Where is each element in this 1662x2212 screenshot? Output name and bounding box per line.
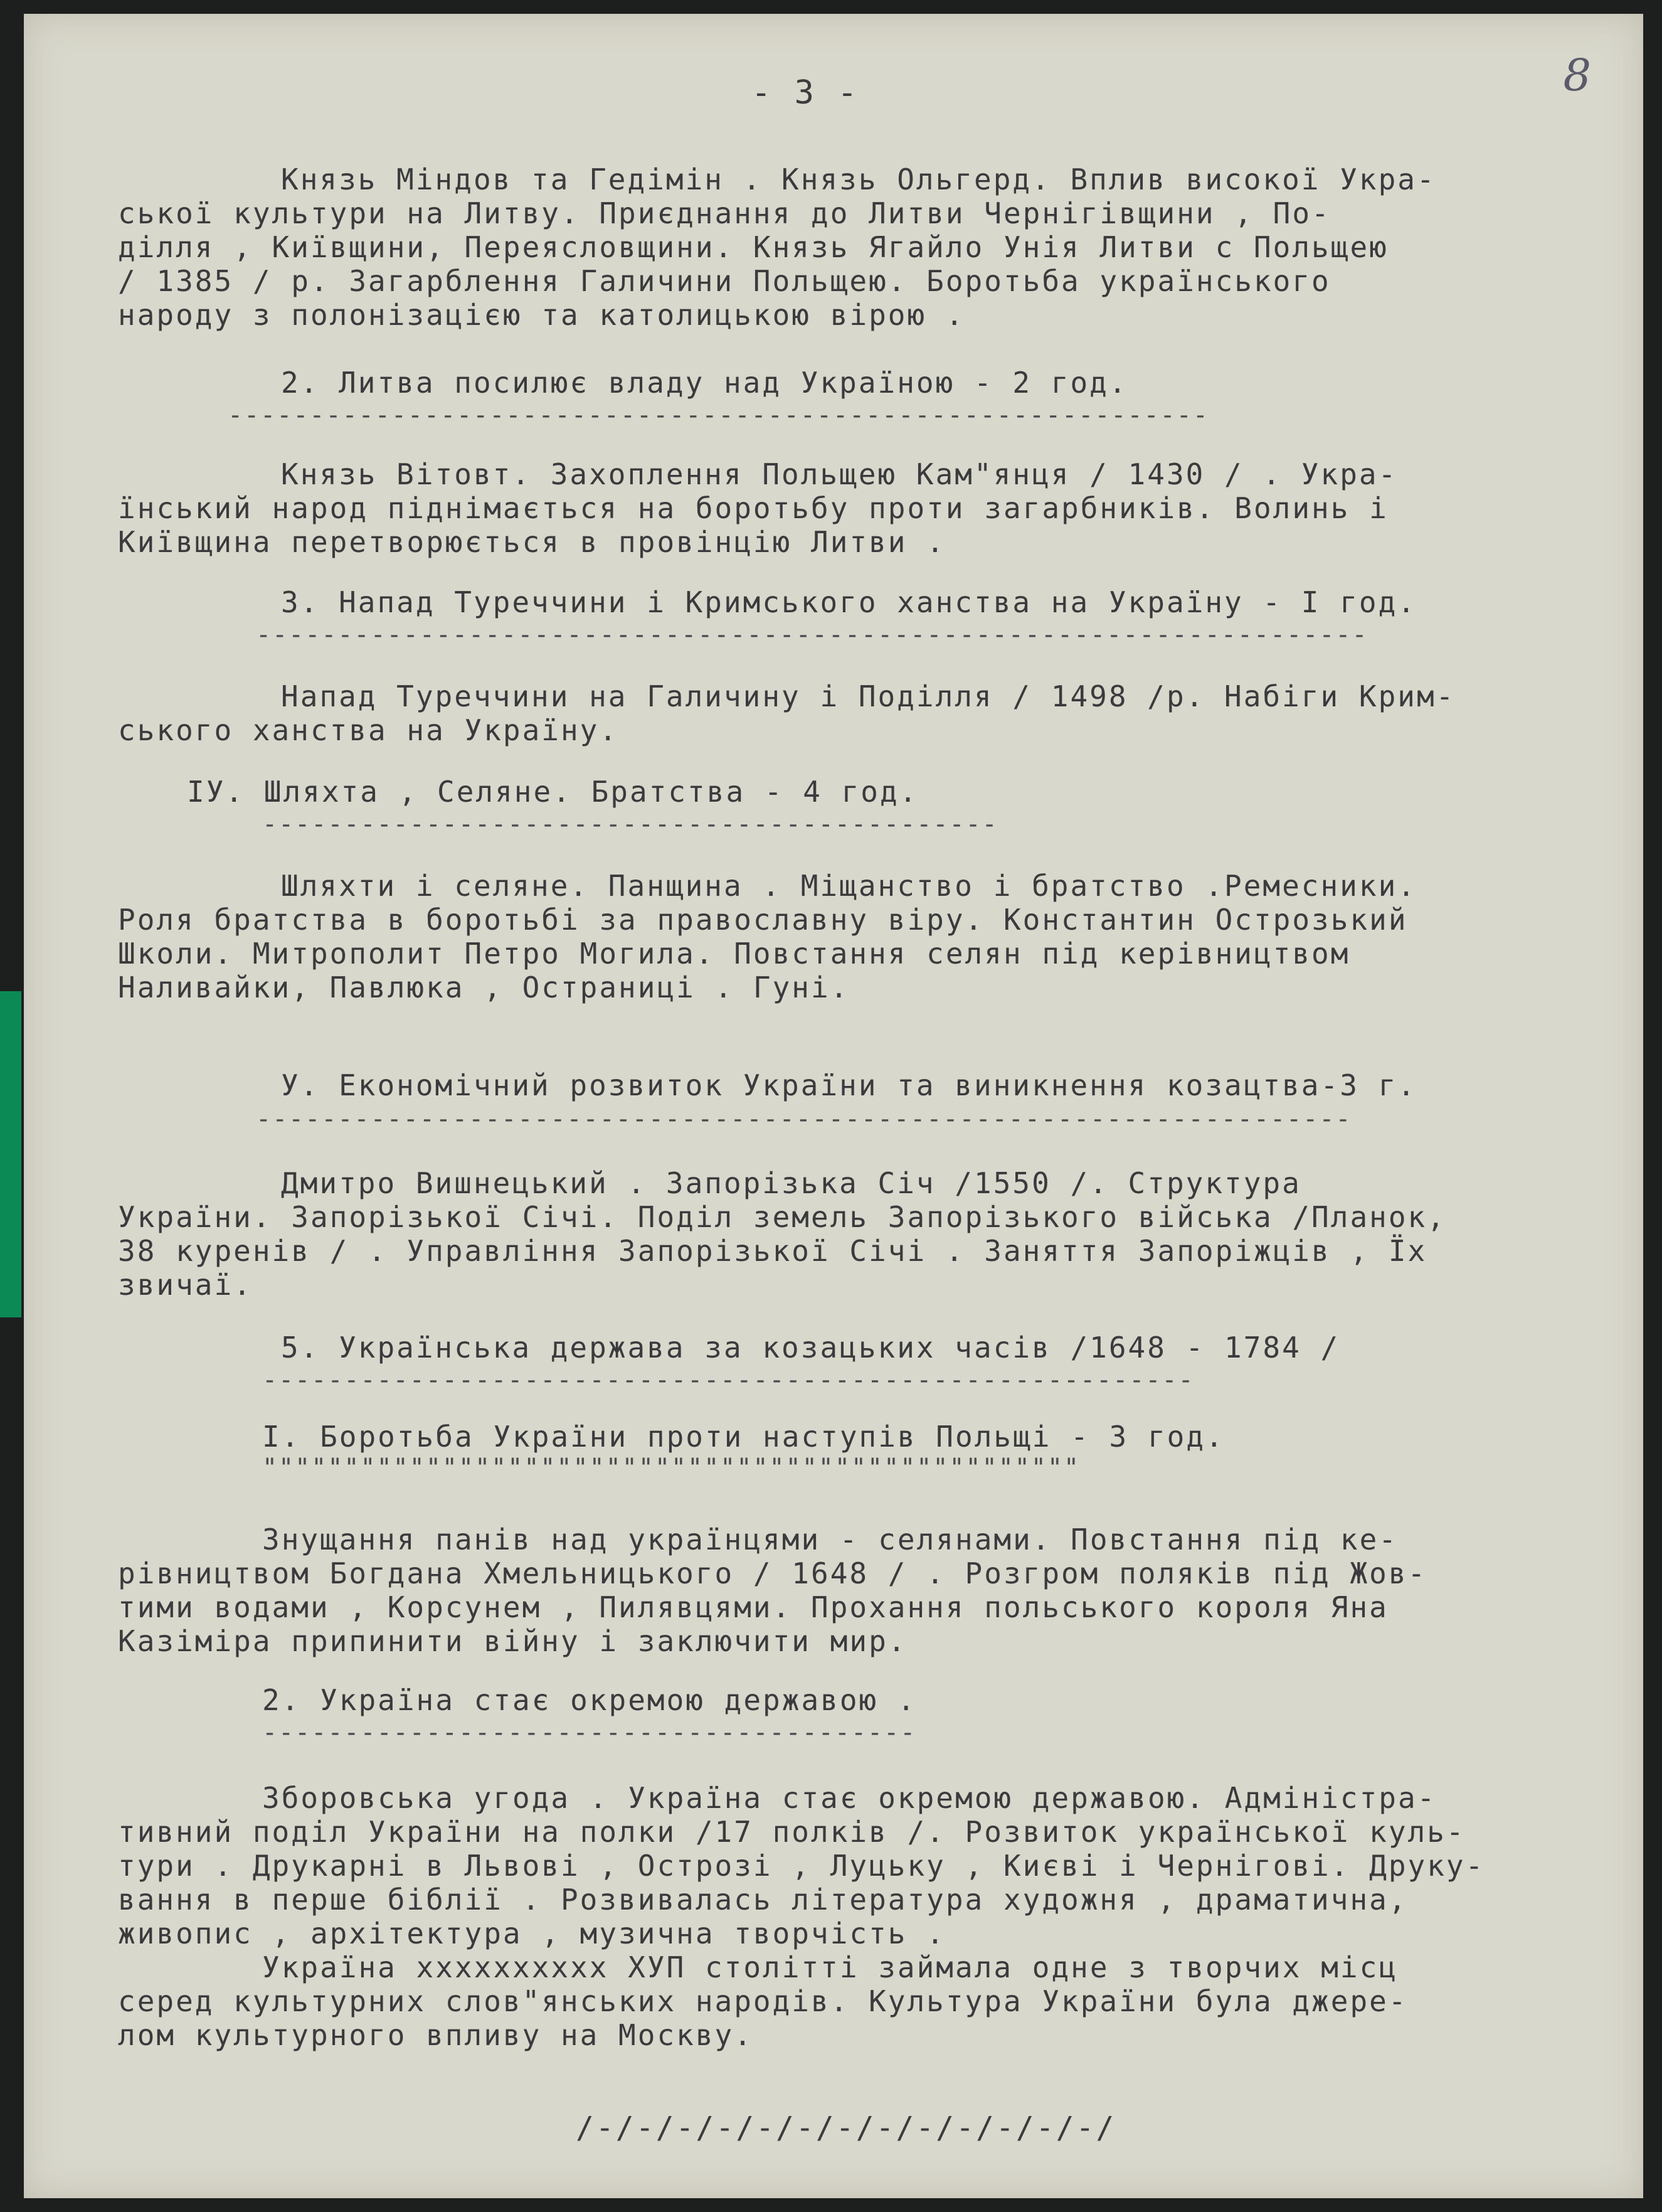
paragraph-line: тивний поділ України на полки /17 полків /. Розвиток української куль-: [118, 1815, 1466, 1849]
typewritten-page: [24, 14, 1643, 2198]
paragraph-line: рівництвом Богдана Хмельницького / 1648 / . Розгром поляків під Жов-: [118, 1556, 1427, 1590]
heading-underline: --------------------------------------------------------------------: [256, 620, 1368, 649]
page-number: - 3 -: [751, 74, 859, 112]
paragraph-line: живопис , архітектура , музична творчість .: [118, 1917, 946, 1950]
paragraph-line: народу з полонізацією та католицькою вірою .: [118, 298, 965, 332]
paragraph-line: тури . Друкарні в Львові , Острозі , Луцьку , Києві і Чернігові. Друку-: [118, 1849, 1485, 1883]
paragraph-line: ділля , Київщини, Переясловщини. Князь Ягайло Унія Литви с Польщею: [118, 230, 1389, 264]
section-heading: 5. Українська держава за козацьких часів /1648 - 1784 /: [281, 1331, 1340, 1364]
paragraph-line: / 1385 / р. Загарблення Галичини Польщею. Боротьба українського: [118, 264, 1331, 298]
paragraph-line: Князь Вітовт. Захоплення Польщею Кам"янця / 1430 / . Укра-: [281, 457, 1398, 491]
paragraph-line: тими водами , Корсунем , Пилявцями. Прохання польського короля Яна: [118, 1590, 1389, 1624]
paragraph-line: серед культурних слов"янських народів. Культура України була джере-: [118, 1984, 1408, 2018]
paragraph-line: Казіміра припинити війну і заключити мир.: [118, 1624, 908, 1658]
heading-underline: ------------------------------------------------------------: [228, 401, 1209, 430]
paragraph-line: Знущання панів над українцями - селянами. Повстання під ке-: [262, 1523, 1398, 1556]
paragraph-line: Роля братства в боротьбі за православну віру. Константин Острозький: [118, 903, 1408, 937]
paragraph-line: Україна xxxxxxxxxx ХУП столітті займала одне з творчих місц: [262, 1950, 1398, 1984]
paragraph-line: лом культурного впливу на Москву.: [118, 2018, 753, 2052]
typed-text-area: [24, 14, 1643, 2198]
heading-underline: -------------------------------------------------------------------: [256, 1105, 1352, 1134]
paragraph-line: Князь Міндов та Гедімін . Князь Ольгерд. Вплив високої Укра-: [281, 162, 1436, 196]
paragraph-line: їнський народ піднімається на боротьбу проти загарбників. Волинь і: [118, 491, 1389, 525]
paragraph-line: Дмитро Вишнецький . Запорізька Січ /1550 /. Структура: [281, 1166, 1301, 1200]
section-heading: I. Боротьба України проти наступів Польщі - 3 год.: [262, 1420, 1225, 1454]
section-heading: IУ. Шляхта , Селяне. Братства - 4 год.: [187, 775, 919, 809]
section-heading: 3. Напад Туреччини і Кримського ханства на Україну - I год.: [281, 585, 1417, 619]
paragraph-line: 38 куренів / . Управління Запорізької Січі . Заняття Запоріжців , Їх: [118, 1234, 1427, 1268]
paragraph-line: Зборовська угода . Україна стає окремою державою. Адміністра-: [262, 1781, 1437, 1815]
handwritten-page-number: 8: [1563, 50, 1593, 101]
section-heading: У. Економічний розвиток України та виникнення козацтва-3 г.: [281, 1068, 1417, 1102]
paragraph-line: звичаї.: [118, 1268, 253, 1302]
paragraph-line: України. Запорізької Січі. Поділ земель Запорізького війська /Планок,: [118, 1200, 1446, 1234]
green-edge-strip: [0, 991, 21, 1317]
heading-underline: ----------------------------------------: [262, 1718, 917, 1747]
heading-underline: ---------------------------------------------------------: [262, 1366, 1195, 1395]
paragraph-line: Напад Туреччини на Галичину і Поділля / 1498 /р. Набіги Крим-: [281, 679, 1456, 713]
paragraph-line: вання в перше біблії . Розвивалась література художня , драматична,: [118, 1883, 1408, 1917]
section-heading: 2. Литва посилює владу над Україною - 2 год.: [281, 366, 1128, 400]
section-heading: 2. Україна стає окремою державою .: [262, 1683, 917, 1717]
paragraph-line: Школи. Митрополит Петро Могила. Повстання селян під керівництвом: [118, 937, 1350, 970]
end-of-page-marker: /-/-/-/-/-/-/-/-/-/-/-/-/-/: [576, 2110, 1116, 2146]
heading-underline: """""""""""""""""""""""""""""""""""""""""""""""""": [262, 1454, 1081, 1482]
heading-underline: ---------------------------------------------: [262, 810, 998, 839]
paragraph-line: Наливайки, Павлюка , Остраниці . Гуні.: [118, 970, 850, 1004]
paragraph-line: ського ханства на Україну.: [118, 713, 619, 747]
paragraph-line: Київщина перетворюється в провінцію Литви .: [118, 525, 946, 559]
paragraph-line: Шляхти і селяне. Панщина . Міщанство і братство .Ремесники.: [281, 869, 1417, 903]
paragraph-line: ської культури на Литву. Приєднання до Литви Чернігівщини , По-: [118, 196, 1331, 230]
